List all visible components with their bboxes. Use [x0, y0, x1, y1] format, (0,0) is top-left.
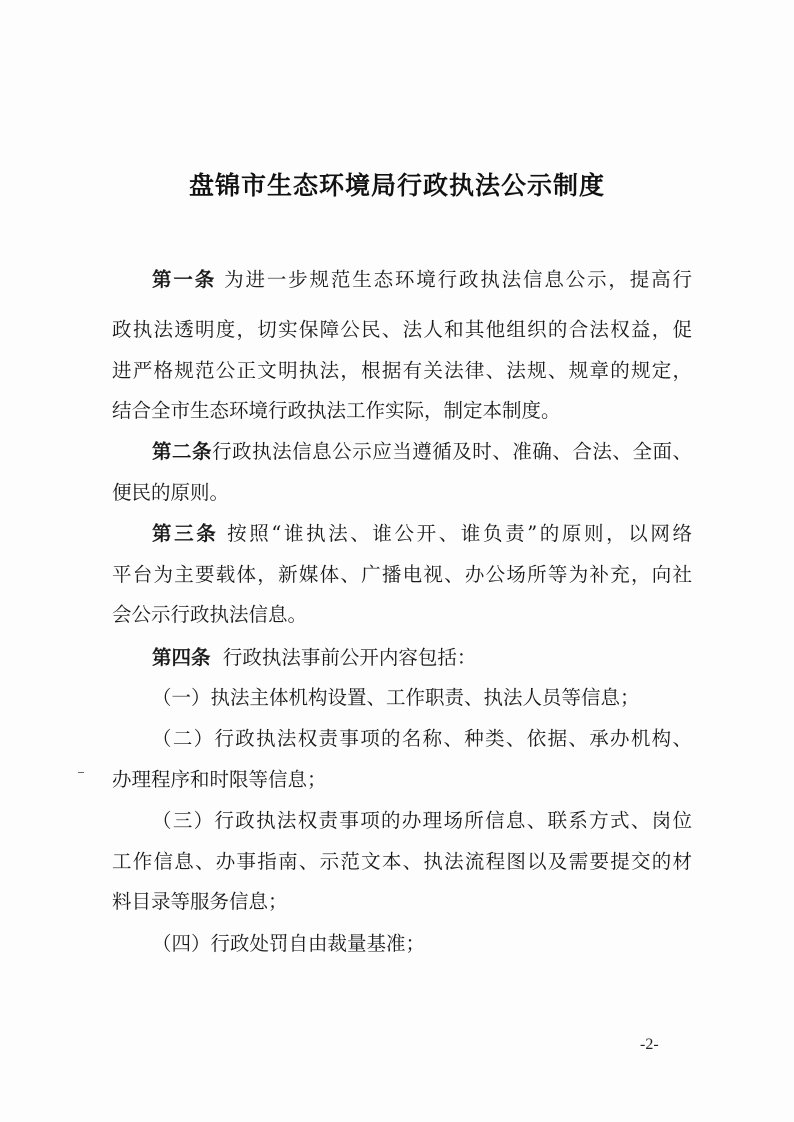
- article-4-item-3-line-1: （三）行政执法权责事项的办理场所信息、联系方式、岗位: [152, 809, 692, 832]
- article-4-label: 第四条: [152, 646, 211, 669]
- article-4-item-3-line-3: 料目录等服务信息；: [112, 890, 288, 913]
- article-1-line-3: 进严格规范公正文明执法，根据有关法律、法规、规章的规定，: [112, 359, 692, 382]
- article-1-line-4: 结合全市生态环境行政执法工作实际，制定本制度。: [112, 399, 561, 422]
- article-3-line-1: [152, 520, 692, 548]
- article-4-item-2-line-1: （二）行政执法权责事项的名称、种类、依据、承办机构、: [152, 727, 692, 750]
- document-title: 盘锦市生态环境局行政执法公示制度: [188, 171, 605, 200]
- article-2-line-1: [152, 438, 692, 466]
- article-4-item-4: （四）行政处罚自由裁量基准；: [152, 932, 426, 955]
- article-1-label: 第一条: [152, 268, 217, 291]
- article-3-label: 第三条: [152, 522, 219, 545]
- article-1-text-1: 为进一步规范生态环境行政执法信息公示，提高行: [224, 268, 692, 291]
- article-3-line-2: 平台为主要载体，新媒体、广播电视、办公场所等为补充，向社: [112, 563, 692, 586]
- article-4-line-1: [152, 644, 692, 672]
- article-4-item-2-line-2: 办理程序和时限等信息；: [112, 768, 327, 791]
- article-4-item-3-line-2: 工作信息、办事指南、示范文本、执法流程图以及需要提交的材: [112, 850, 692, 873]
- article-3-text-1: 按照“谁执法、谁公开、谁负责”的原则，以网络: [227, 522, 692, 545]
- article-2-text-1: 行政执法信息公示应当遵循及时、准确、合法、全面、: [212, 440, 692, 463]
- article-1-line-2: 政执法透明度，切实保障公民、法人和其他组织的合法权益，促: [112, 318, 692, 341]
- page-number: -2-: [640, 1036, 659, 1053]
- article-4-item-1: （一）执法主体机构设置、工作职责、执法人员等信息；: [152, 686, 640, 709]
- article-1-line-1: [152, 266, 692, 294]
- article-3-line-3: 会公示行政执法信息。: [112, 603, 308, 626]
- article-2-label: 第二条: [152, 440, 213, 463]
- scan-speck: [78, 772, 84, 773]
- article-4-text-1: 行政执法事前公开内容包括：: [222, 646, 477, 669]
- article-2-line-2: 便民的原则。: [112, 481, 230, 504]
